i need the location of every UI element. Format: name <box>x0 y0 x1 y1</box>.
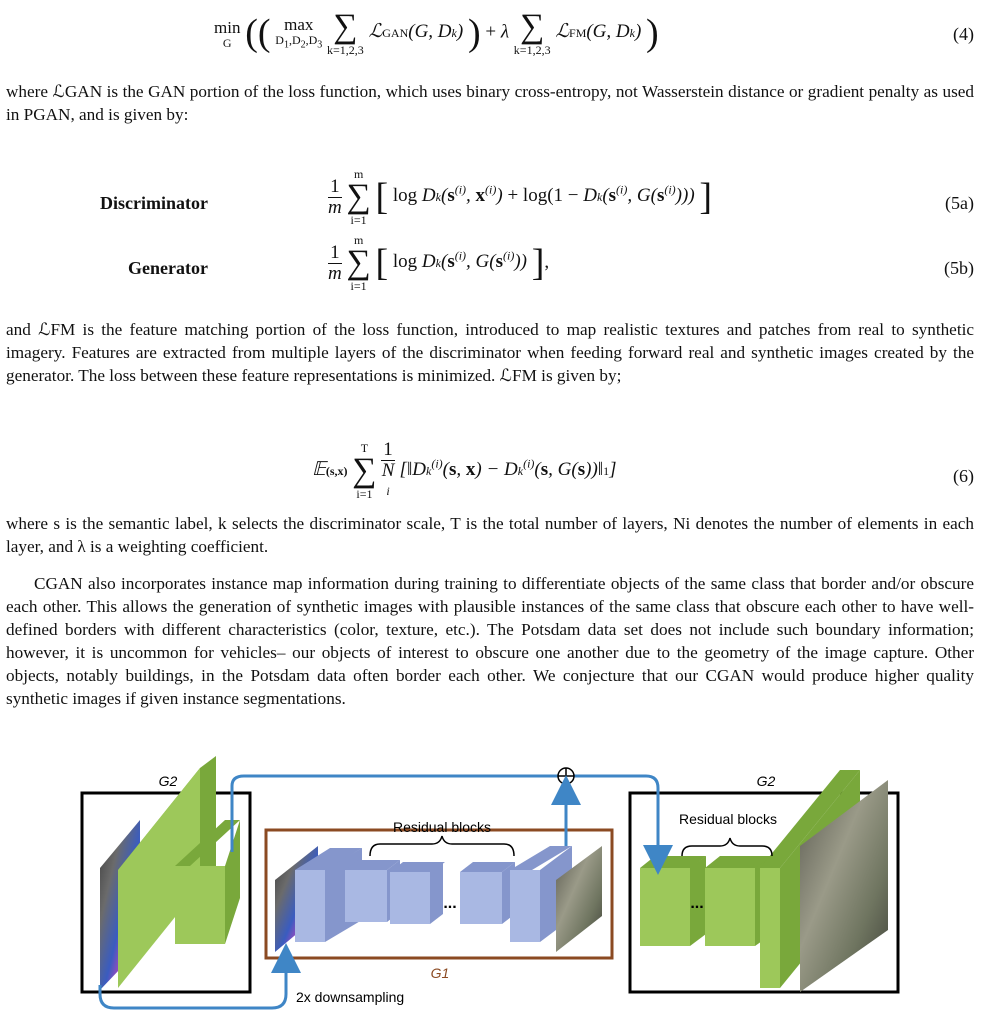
equation-5a-label: Discriminator <box>100 193 208 213</box>
equation-4: min G (( max $D_1,D_2,D_3$ ∑ k=1,2,3 ℒGAN(G, Dk) ) + λ ∑ k=1,2,3 ℒFM(G, Dk) ) <box>214 8 659 57</box>
paragraph-4-text: CGAN also incorporates instance map information during training to differentiate objects of the same class that border and/or obscure each other. This allows the generation of synthetic images with plausible instances of the same class that obscure each other to have well-defined borders with different characteristics (color, texture, etc.). The Potsdam data set does not include such boundary information; however, it is uncommon for vehicles– our objects of interest to obscure one another due to the geometry of the image capture. Other objects, notably buildings, in the Potsdam data often border each other. We conjecture that our CGAN would produce higher quality synthetic images if given instance segmentations. <box>6 574 974 708</box>
equation-5b-number: (5b) <box>944 258 974 278</box>
residual-blocks-label-center: Residual blocks <box>392 819 492 835</box>
downsampling-label: 2x downsampling <box>296 989 405 1005</box>
left-small-green-block <box>175 866 225 944</box>
right-green-block-2 <box>705 868 755 946</box>
ellipsis-right: ... <box>690 895 704 912</box>
right-big-green-block <box>760 868 780 988</box>
right-green-block-1 <box>640 868 690 946</box>
equation-4-number: (4) <box>953 24 974 44</box>
residual-blocks-label-right: Residual blocks <box>678 811 778 827</box>
g1-label: G1 <box>430 965 450 981</box>
ellipsis-center: ... <box>443 895 457 912</box>
left-g2-title: G2 <box>158 773 178 789</box>
equation-5b-label: Generator <box>128 258 208 278</box>
top-skip-arrow <box>232 776 658 860</box>
equation-5a: $\frac{1}{m}$ m ∑ i=1 [ $\log Dk(s^{(i)}$, $x^{(i)}) + \log(1 - Dk(s^{(i)}$, $G(s^{(i)})$)) ] <box>328 167 713 227</box>
paragraph-3-text: where s is the semantic label, k selects the discriminator scale, T is the total number of layers, Ni denotes the number of elements in each layer, and λ is a weighting coefficient. <box>6 514 974 556</box>
paragraph-2-text: and ℒFM is the feature matching portion of the loss function, introduced to map realistic textures and patches from real to synthetic imagery. Features are extracted from multiple layers of the discriminator when feeding forward real and synthetic images created by the generator. The loss between these feature representations is minimized. ℒFM is given by; <box>6 320 974 385</box>
equation-6-number: (6) <box>953 466 974 486</box>
equation-6: 𝔼(s,x) T ∑ i=1 1 N i [‖Dk$^{(i)}$(s, $x) - Dk^{(i)}(s$, G(s))‖1] <box>312 439 617 501</box>
equation-5a-number: (5a) <box>945 193 974 213</box>
right-g2-title: G2 <box>756 773 776 789</box>
paragraph-1-text: where ℒGAN is the GAN portion of the loss function, which uses binary cross-entropy, not Wasserstein distance or gradient penalty as used in PGAN, and is given by: <box>6 82 974 124</box>
equation-5b: $\frac{1}{m}$ m ∑ i=1 [ $\log Dk(s^{(i)}$, $G(s^{(i)})$) ], <box>328 233 550 293</box>
